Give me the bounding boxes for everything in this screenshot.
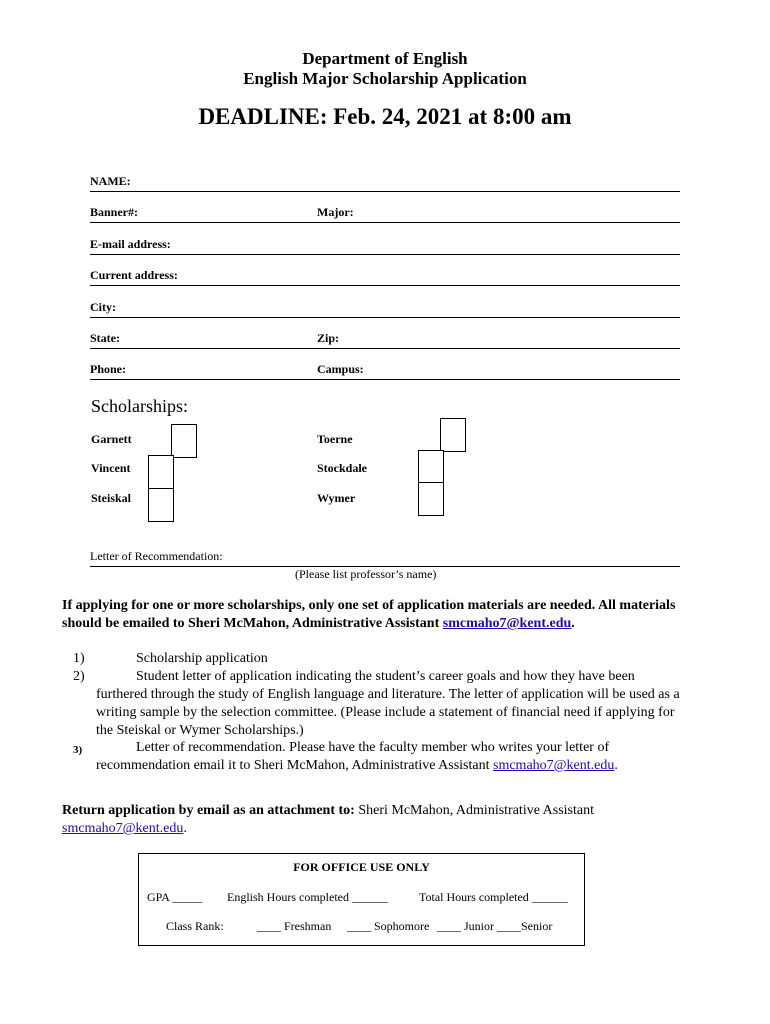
banner-major-field[interactable] [90,202,680,223]
state-zip-field[interactable] [90,328,680,349]
item-2-number: 2) [73,669,85,684]
recommendation-field[interactable] [90,546,680,567]
vincent-checkbox[interactable] [148,455,174,489]
office-use-box [138,853,585,946]
gpa-field[interactable]: GPA _____ [147,890,203,904]
instructions-intro [62,597,692,633]
item-3-text: Letter of recommendation. Please have the faculty member who writes your letter of [136,740,610,755]
return-instructions [62,802,702,820]
return-bold: Return application by email as an attachment to: [62,803,355,818]
item-3-email-link[interactable]: smcmaho7@kent.edu [493,758,615,773]
scholarship-vincent-label: Vincent [91,461,131,475]
recommendation-hint: (Please list professor’s name) [295,567,437,581]
item-1-number: 1) [73,651,85,666]
stockdale-checkbox[interactable] [418,450,444,484]
form-title: English Major Scholarship Application [243,69,527,88]
email-field[interactable] [90,234,680,255]
item-1-text: Scholarship application [136,651,268,666]
item-3-period: . [614,758,618,773]
name-label: NAME: [90,174,131,188]
banner-label: Banner#: [90,205,138,219]
address-field[interactable] [90,265,680,286]
english-hours-field[interactable]: English Hours completed ______ [227,890,388,904]
freshman-option[interactable]: ____ Freshman [257,919,332,933]
email-label: E-mail address: [90,237,171,251]
scholarships-heading: Scholarships: [91,396,188,416]
total-hours-field[interactable]: Total Hours completed ______ [419,890,568,904]
sophomore-option[interactable]: ____ Sophomore [347,919,430,933]
recommendation-label: Letter of Recommendation: [90,549,223,563]
intro-email-link[interactable]: smcmaho7@kent.edu [442,616,572,631]
office-title: FOR OFFICE USE ONLY [293,860,430,874]
name-field[interactable] [90,171,680,192]
instructions-intro-text: If applying for one or more scholarships, only one set of application materials are needed. All materials should be emailed to Sheri McMahon, Administrative Assistant [62,598,676,631]
senior-option[interactable]: ____Senior [497,919,553,933]
major-label: Major: [317,205,354,219]
scholarship-toerne-label: Toerne [317,432,353,446]
phone-campus-field[interactable] [90,359,680,380]
item-2-continued: furthered through the study of English language and literature. The letter of application will be used as a writing sample by the selection committee. (Please include a statement of financial need if applying for the Steiskal or Wymer Scholarships.) [96,687,680,738]
item-3-continued [96,757,696,775]
return-email [62,820,187,838]
department-title: Department of English [302,49,468,68]
class-rank-label: Class Rank: [166,919,224,933]
campus-label: Campus: [317,362,364,376]
return-text: Sheri McMahon, Administrative Assistant [358,803,594,818]
item-2-text: Student letter of application indicating the student’s career goals and how they have been [136,669,635,684]
city-field[interactable] [90,297,680,318]
city-label: City: [90,300,116,314]
deadline: DEADLINE: Feb. 24, 2021 at 8:00 am [198,104,572,129]
return-period: . [183,821,187,836]
address-label: Current address: [90,268,178,282]
garnett-checkbox[interactable] [171,424,197,458]
scholarship-wymer-label: Wymer [317,491,356,505]
return-email-link[interactable]: smcmaho7@kent.edu [62,821,184,836]
toerne-checkbox[interactable] [440,418,466,452]
item-3-continued-text: recommendation email it to Sheri McMahon, Administrative Assistant [96,758,490,773]
scholarship-garnett-label: Garnett [91,432,132,446]
phone-label: Phone: [90,362,126,376]
wymer-checkbox[interactable] [418,482,444,516]
item-3-number: 3) [73,744,83,756]
zip-label: Zip: [317,331,340,345]
junior-option[interactable]: ____ Junior [437,919,494,933]
intro-period: . [571,616,575,631]
state-label: State: [90,331,120,345]
scholarship-stockdale-label: Stockdale [317,461,368,475]
scholarship-steiskal-label: Steiskal [91,491,132,505]
steiskal-checkbox[interactable] [148,488,174,522]
